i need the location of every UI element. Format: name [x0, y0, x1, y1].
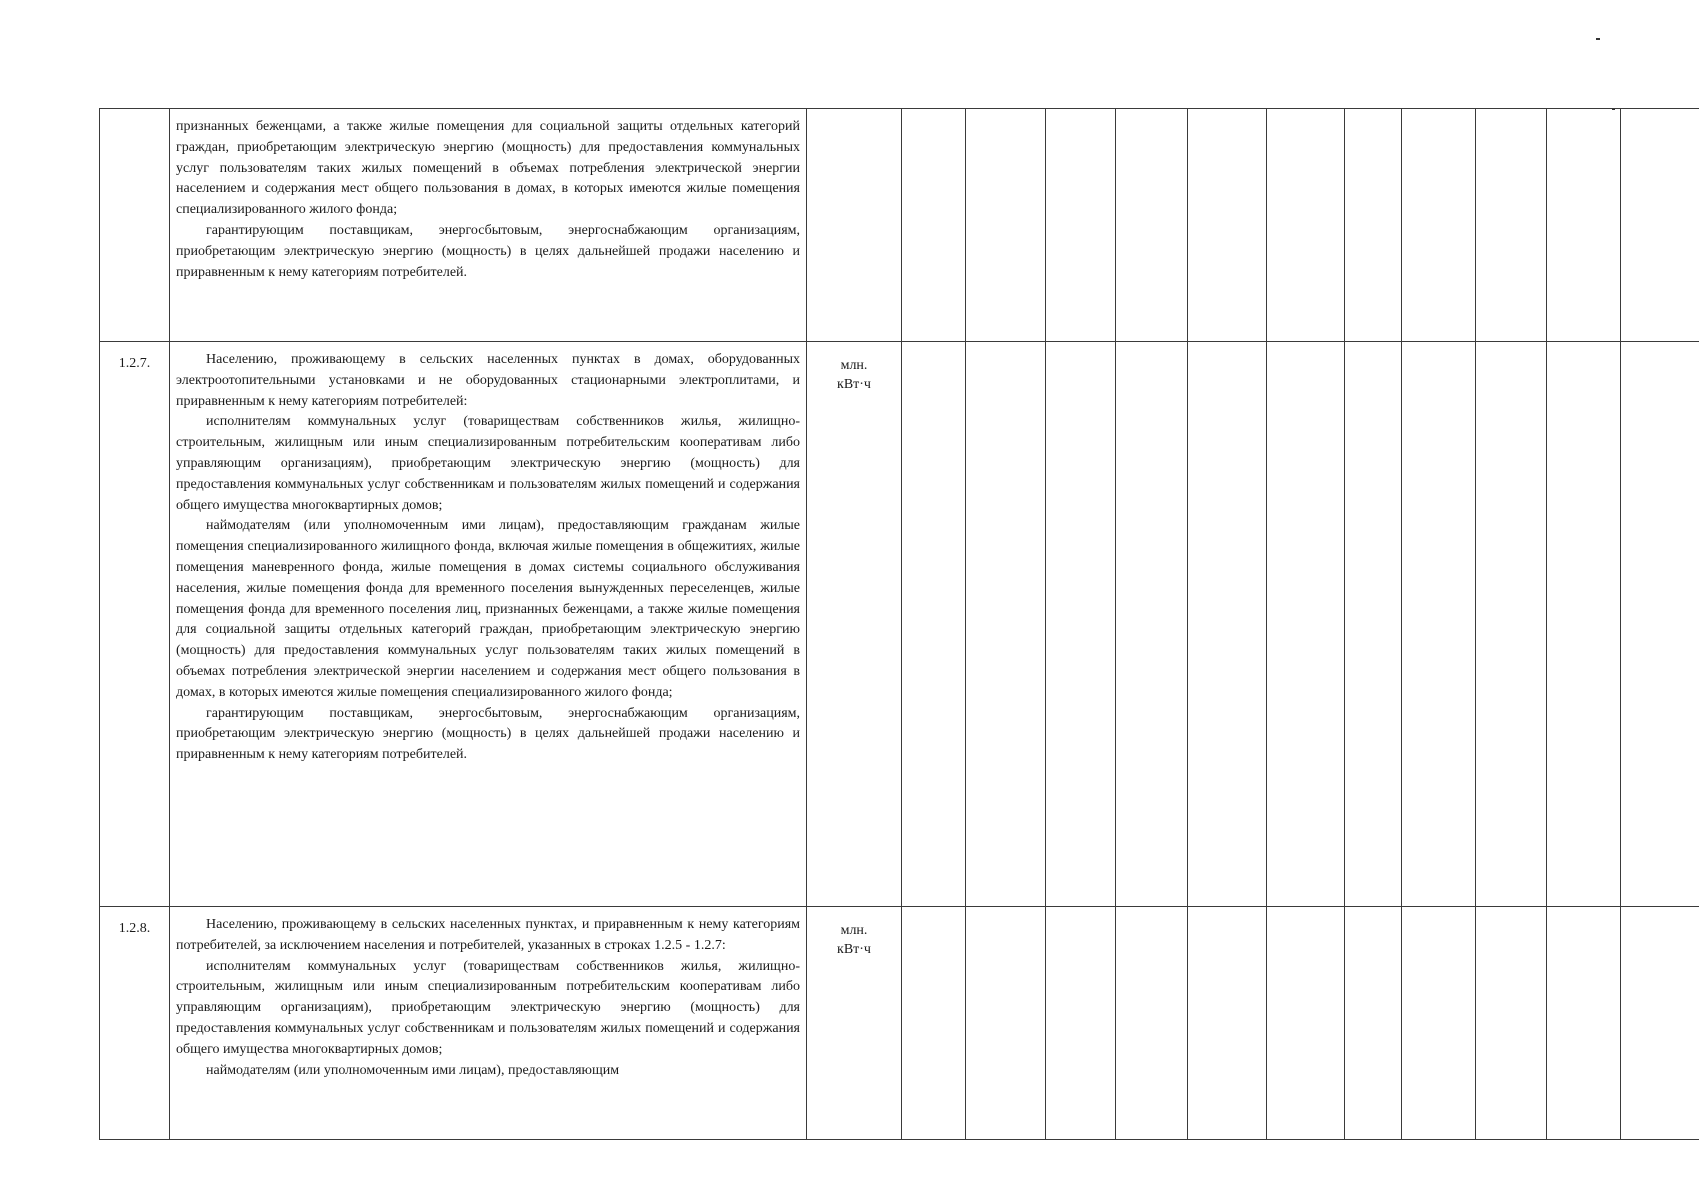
empty-cell	[1046, 907, 1116, 1140]
empty-cell	[1345, 342, 1402, 907]
empty-cell	[1402, 109, 1476, 342]
row-description	[170, 342, 807, 907]
empty-cell	[1116, 907, 1188, 1140]
row-number: 1.2.8.	[100, 907, 170, 1140]
unit-line: млн.	[840, 923, 868, 938]
empty-cell	[902, 342, 966, 907]
empty-cell	[1476, 109, 1547, 342]
empty-cell	[966, 342, 1046, 907]
empty-cell	[1402, 907, 1476, 1140]
empty-cell	[1621, 907, 1699, 1140]
paragraph: признанных беженцами, а также жилые помещения для социальной защиты отдельных категорий граждан, приобретающим электрическую энергию (мощность) для предоставления коммунальных услуг пользователям таких жилых помещений в объемах потребления электрической энергии населением и содержания мест общего пользования в домах, в которых имеются жилые помещения специализированного жилого фонда;	[176, 119, 800, 218]
empty-cell	[1188, 907, 1267, 1140]
empty-cell	[1547, 342, 1621, 907]
scan-speck	[1596, 38, 1600, 40]
paragraph: Населению, проживающему в сельских населенных пунктах, и приравненным к нему категориям потребителей, за исключением населения и потребителей, указанных в строках 1.2.5 - 1.2.7:	[176, 917, 800, 953]
paragraph: наймодателям (или уполномоченным ими лицам), предоставляющим гражданам жилые помещения специализированного жилищного фонда, включая жилые помещения в общежитиях, жилые помещения маневренного фонда, жилые помещения в домах системы социального обслуживания населения, жилые помещения фонда для временного поселения вынужденных переселенцев, жилые помещения фонда для временного поселения лиц, признанных беженцами, а также жилые помещения для социальной защиты отдельных категорий граждан, приобретающим электрическую энергию (мощность) для предоставления коммунальных услуг пользователям таких жилых помещений в объемах потребления электрической энергии населением и содержания мест общего пользования в домах, в которых имеются жилые помещения специализированного жилого фонда;	[176, 518, 800, 700]
empty-cell	[1267, 907, 1345, 1140]
paragraph: гарантирующим поставщикам, энергосбытовым, энергоснабжающим организациям, приобретающим электрическую энергию (мощность) в целях дальнейшей продажи населению и приравненным к нему категориям потребителей.	[176, 705, 800, 763]
paragraph: Населению, проживающему в сельских населенных пунктах в домах, оборудованных электроотопительными установками и не оборудованных стационарными электроплитами, и приравненным к нему категориям потребителей:	[176, 352, 800, 409]
empty-cell	[1345, 907, 1402, 1140]
empty-cell	[1188, 109, 1267, 342]
unit-line: млн.	[840, 358, 868, 373]
row-unit	[807, 907, 902, 1140]
row-unit	[807, 109, 902, 342]
paragraph: исполнителям коммунальных услуг (товариществам собственников жилья, жилищно-строительным, жилищным или иным специализированным потребительским кооперативам либо управляющим организациям), приобретающим электрическую энергию (мощность) для предоставления коммунальных услуг собственникам и пользователям жилых помещений и содержания общего имущества многоквартирных домов;	[176, 414, 800, 513]
table-body	[100, 109, 1699, 1140]
unit-line: кВт·ч	[837, 942, 871, 957]
empty-cell	[966, 109, 1046, 342]
empty-cell	[1345, 109, 1402, 342]
row-unit	[807, 342, 902, 907]
empty-cell	[1116, 342, 1188, 907]
empty-cell	[1476, 907, 1547, 1140]
empty-cell	[1547, 109, 1621, 342]
empty-cell	[1188, 342, 1267, 907]
empty-cell	[1621, 109, 1699, 342]
empty-cell	[1547, 907, 1621, 1140]
empty-cell	[1267, 109, 1345, 342]
empty-cell	[902, 109, 966, 342]
empty-cell	[1116, 109, 1188, 342]
table-row	[100, 342, 1699, 907]
table-row	[100, 109, 1699, 342]
empty-cell	[966, 907, 1046, 1140]
row-description	[170, 907, 807, 1140]
paragraph: наймодателям (или уполномоченным ими лицам), предоставляющим	[206, 1062, 620, 1078]
empty-cell	[902, 907, 966, 1140]
empty-cell	[1402, 342, 1476, 907]
row-number	[100, 109, 170, 342]
tariff-table	[99, 108, 1699, 1140]
empty-cell	[1046, 342, 1116, 907]
row-number: 1.2.7.	[100, 342, 170, 907]
paragraph: исполнителям коммунальных услуг (товариществам собственников жилья, жилищно-строительным, жилищным или иным специализированным потребительским кооперативам либо управляющим организациям), приобретающим электрическую энергию (мощность) для предоставления коммунальных услуг собственникам и пользователям жилых помещений и содержания общего имущества многоквартирных домов;	[176, 958, 800, 1057]
empty-cell	[1476, 342, 1547, 907]
unit-line: кВт·ч	[837, 377, 871, 392]
paragraph: гарантирующим поставщикам, энергосбытовым, энергоснабжающим организациям, приобретающим электрическую энергию (мощность) в целях дальнейшей продажи населению и приравненным к нему категориям потребителей.	[176, 222, 800, 280]
table-row	[100, 907, 1699, 1140]
empty-cell	[1267, 342, 1345, 907]
empty-cell	[1621, 342, 1699, 907]
empty-cell	[1046, 109, 1116, 342]
row-description	[170, 109, 807, 342]
